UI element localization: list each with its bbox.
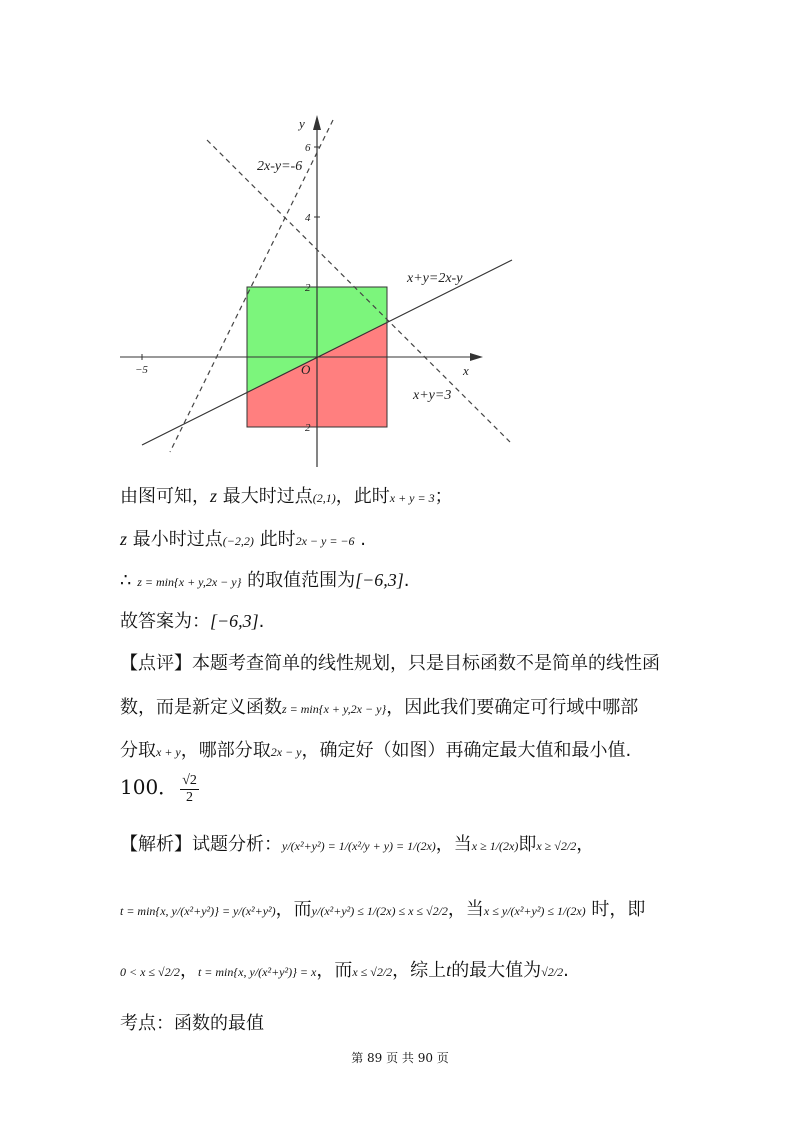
math: z = min{x + y,2x − y} [282, 702, 387, 716]
text: ， [576, 834, 595, 855]
text: ，此时 [335, 486, 390, 507]
math: t = min{x, y/(x²+y²)} = x [197, 965, 317, 979]
tick-label-y-neg2: 2 [305, 422, 311, 434]
text: 【点评】本题考查简单的线性规划，只是目标函数不是简单的线性函 [120, 653, 660, 674]
line-11 [120, 950, 569, 992]
text: 的取值范围为 [241, 570, 356, 591]
math: (−2,2) [222, 534, 254, 548]
line-label-x-y-3: x+y=3 [413, 388, 452, 403]
math: √2/2 [541, 965, 564, 979]
text: ，综上 [392, 960, 447, 981]
line-label-x-y-2x-y: x+y=2x-y [407, 271, 463, 286]
line-5 [120, 651, 660, 677]
text: 考点：函数的最值 [120, 1013, 264, 1034]
axis-x-label: x [463, 363, 469, 378]
text: ，当 [435, 834, 472, 855]
line-3 [120, 567, 410, 595]
math: (2,1) [312, 491, 336, 505]
text: ，当 [447, 899, 484, 920]
text: ，因此我们要确定可行域中哪部 [386, 697, 639, 718]
tick-label-x-neg5: −5 [135, 364, 148, 376]
text: ，哪部分取 [180, 740, 271, 761]
math: 0 < x ≤ √2/2 [120, 965, 180, 979]
math: z [210, 486, 218, 506]
math: x + y [156, 745, 181, 759]
math: x ≤ √2/2 [352, 965, 393, 979]
line-10 [120, 890, 645, 931]
line-9 [120, 825, 594, 866]
text: ∴ [120, 570, 138, 591]
page-footer: 第 89 页 共 90 页 [351, 1051, 449, 1065]
fraction [180, 773, 199, 806]
math: z [120, 529, 128, 549]
math: x + y = 3 [389, 491, 435, 505]
line-label-2x-y-neg6: 2x-y=-6 [257, 159, 303, 174]
math: y/(x²+y²) = 1/(x²/y + y) = 1/(2x) [282, 839, 436, 853]
math: x ≥ 1/(2x) [471, 839, 519, 853]
text: . [403, 570, 410, 591]
text: ，确定好（如图）再确定最大值和最小值. [301, 740, 632, 761]
text: . [258, 611, 265, 632]
origin-label: O [301, 362, 311, 377]
text: 由图可知， [120, 486, 210, 507]
text: ， [179, 960, 198, 981]
math: 2x − y = −6 [295, 534, 355, 548]
tick-label-y-6: 6 [305, 142, 311, 154]
region-graph [115, 112, 520, 472]
line-7 [120, 738, 631, 765]
fraction-numerator: √2 [182, 772, 197, 788]
math: t [446, 960, 452, 980]
line-4 [120, 608, 264, 635]
tick-label-y-2: 2 [305, 282, 311, 294]
x-axis-arrow [470, 353, 483, 361]
text: 【解析】试题分析： [120, 834, 282, 855]
text: . [354, 529, 366, 550]
text: ； [434, 486, 453, 507]
math: 2x − y [270, 745, 302, 759]
text: ，而 [316, 960, 353, 981]
math: x ≤ y/(x²+y²) ≤ 1/(2x) [483, 904, 586, 918]
math: [−6,3] [355, 570, 404, 590]
text: 的最大值为 [451, 960, 542, 981]
axis-y-label: y [299, 116, 305, 131]
text: 即 [518, 834, 537, 855]
fraction-denominator: 2 [186, 789, 194, 805]
text: 时，即 [585, 899, 646, 920]
math: [−6,3] [210, 611, 259, 631]
text: 数，而是新定义函数 [120, 697, 282, 718]
tick-label-y-4: 4 [305, 212, 311, 224]
text: 分取 [120, 740, 156, 761]
math: y/(x²+y²) ≤ 1/(2x) ≤ x ≤ √2/2 [311, 904, 448, 918]
text: 最小时过点 [127, 529, 223, 550]
text: . [563, 960, 569, 981]
text: ，而 [275, 899, 312, 920]
math: t = min{x, y/(x²+y²)} = y/(x²+y²) [120, 904, 276, 918]
question-number: 100． [120, 775, 179, 799]
text: 最大时过点 [217, 486, 313, 507]
text: 此时 [253, 529, 296, 550]
line-1 [120, 483, 453, 511]
y-axis-arrow [313, 115, 321, 130]
line-8 [120, 767, 201, 809]
line-2 [120, 526, 366, 554]
line-12 [120, 1011, 264, 1037]
line-6 [120, 695, 638, 722]
math: x ≥ √2/2 [536, 839, 577, 853]
text: 故答案为： [120, 611, 210, 632]
math: z = min{x + y,2x − y} [137, 575, 242, 589]
